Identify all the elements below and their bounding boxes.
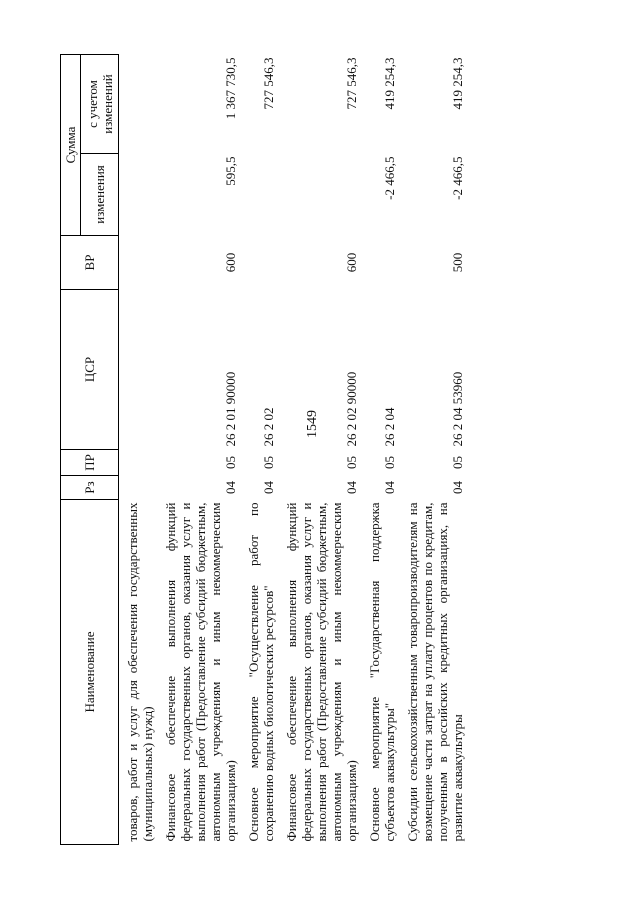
row-name: Финансовое обеспечение выполнения функций федеральных государственных органов, оказания услуг и выполнения работ (Предоставление субсидий бюджетным, автономным учреждениям и иным некоммерческим организациям) [284, 502, 359, 842]
budget-table [60, 54, 467, 845]
row-name: Субсидии сельскохозяйственным товаропроизводителям на возмещение части затрат на уплату процентов по кредитам, полученным в российских кредитных организациях, на развитие аквакультуры [405, 502, 465, 842]
row-rz: 04 [382, 481, 397, 494]
row-pr: 05 [261, 456, 276, 469]
header-pr: ПР [61, 450, 119, 476]
table-row [240, 55, 278, 845]
row-vr [361, 236, 399, 290]
row-change: -2 466,5 [382, 156, 397, 200]
header-name: Наименование [61, 500, 119, 845]
row-change [119, 154, 158, 236]
row-pr: 05 [344, 456, 359, 469]
row-csr: 26 2 04 53960 [450, 371, 465, 447]
row-vr [240, 236, 278, 290]
row-csr: 26 2 02 [261, 407, 276, 447]
row-total: 1 367 730,5 [223, 57, 238, 120]
header-changes: изменения [81, 154, 119, 236]
row-change: 595,5 [223, 156, 238, 186]
row-name: товаров, работ и услуг для обеспечения государственных (муниципальных) нужд) [125, 502, 155, 842]
row-rz: 04 [261, 481, 276, 494]
header-with-changes: с учетом изменений [81, 55, 119, 154]
header-rz: Рз [61, 476, 119, 500]
row-csr: 26 2 01 90000 [223, 371, 238, 447]
table-row [157, 55, 240, 845]
table-row [361, 55, 399, 845]
row-change: -2 466,5 [450, 156, 465, 200]
row-total: 727 546,3 [344, 57, 359, 110]
row-name: Основное мероприятие "Осуществление работ по сохранению водных биологических ресурсов" [246, 502, 276, 842]
row-vr [119, 236, 158, 290]
table-row [278, 55, 361, 845]
row-csr: 26 2 04 [382, 407, 397, 447]
row-vr: 500 [450, 252, 465, 273]
header-sum: Сумма [61, 55, 81, 236]
row-total: 727 546,3 [261, 57, 276, 110]
row-pr [119, 450, 158, 476]
row-rz [119, 476, 158, 500]
row-change [240, 154, 278, 236]
header-vr: ВР [61, 236, 119, 290]
row-change [278, 154, 361, 236]
row-vr: 600 [344, 252, 359, 273]
row-name: Финансовое обеспечение выполнения функций федеральных государственных органов, оказания услуг и выполнения работ (Предоставление субсидий бюджетным, автономным учреждениям и иным некоммерческим организациям) [163, 502, 238, 842]
table-row [399, 55, 467, 845]
table-header-row [61, 55, 81, 845]
row-rz: 04 [450, 481, 465, 494]
rotated-page-content [60, 55, 590, 845]
header-csr: ЦСР [61, 290, 119, 450]
row-total: 419 254,3 [450, 57, 465, 110]
row-rz: 04 [223, 481, 238, 494]
row-pr: 05 [450, 456, 465, 469]
row-csr: 26 2 02 90000 [344, 371, 359, 447]
row-csr [119, 290, 158, 450]
row-name: Основное мероприятие "Государственная поддержка субъектов аквакультуры" [367, 502, 397, 842]
row-pr: 05 [382, 456, 397, 469]
row-rz: 04 [344, 481, 359, 494]
row-pr: 05 [223, 456, 238, 469]
row-total: 419 254,3 [382, 57, 397, 110]
table-row [119, 55, 158, 845]
row-vr: 600 [223, 252, 238, 273]
page-number: 1549 [305, 410, 320, 438]
row-total [119, 55, 158, 154]
